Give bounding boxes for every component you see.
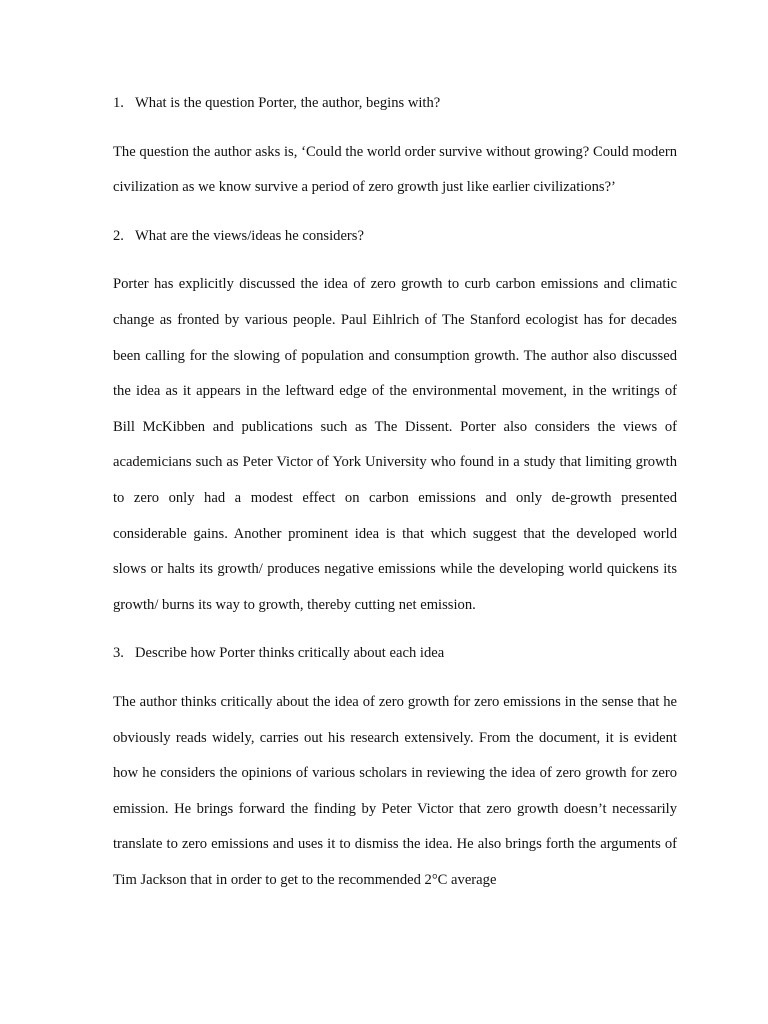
question-3-text: Describe how Porter thinks critically about each idea: [135, 645, 445, 662]
answer-1: The question the author asks is, ‘Could the world order survive without growing? Could modern civilization as we know survive a period of zero growth just like earlier civilizations?’: [113, 143, 677, 196]
question-1-text: What is the question Porter, the author, begins with?: [135, 95, 441, 111]
question-2-number: 2.: [113, 227, 124, 244]
question-1: [113, 86, 677, 122]
document-page: [113, 86, 677, 911]
question-1-number: 1.: [113, 95, 124, 111]
question-2-text: What are the views/ideas he considers?: [135, 227, 364, 244]
answer-2: Porter has explicitly discussed the idea of zero growth to curb carbon emissions and climatic change as fronted by various people. Paul Eihlrich of The Stanford ecologist has for decades been calling for the slowing of population and consumption growth. The author also discussed the idea as it appears in the leftward edge of the environmental movement, in the writings of Bill McKibben and publications such as The Dissent. Porter also considers the views of academicians such as Peter Victor of York University who found in a study that limiting growth to zero only had a modest effect on carbon emissions and only de-growth presented considerable gains. Another prominent idea is that which suggest that the developed world slows or halts its growth/ produces negative emissions while the developing world quickens its growth/ burns its way to growth, thereby cutting net emission.: [113, 276, 677, 613]
answer-3: The author thinks critically about the idea of zero growth for zero emissions in the sense that he obviously reads widely, carries out his research extensively. From the document, it is evident how he considers the opinions of various scholars in reviewing the idea of zero growth for zero emission. He brings forward the finding by Peter Victor that zero growth doesn’t necessarily translate to zero emissions and uses it to dismiss the idea. He also brings forth the arguments of Tim Jackson that in order to get to the recommended 2°C average: [113, 693, 677, 888]
question-3-number: 3.: [113, 645, 124, 662]
question-2: [113, 219, 677, 255]
question-3: [113, 636, 677, 672]
